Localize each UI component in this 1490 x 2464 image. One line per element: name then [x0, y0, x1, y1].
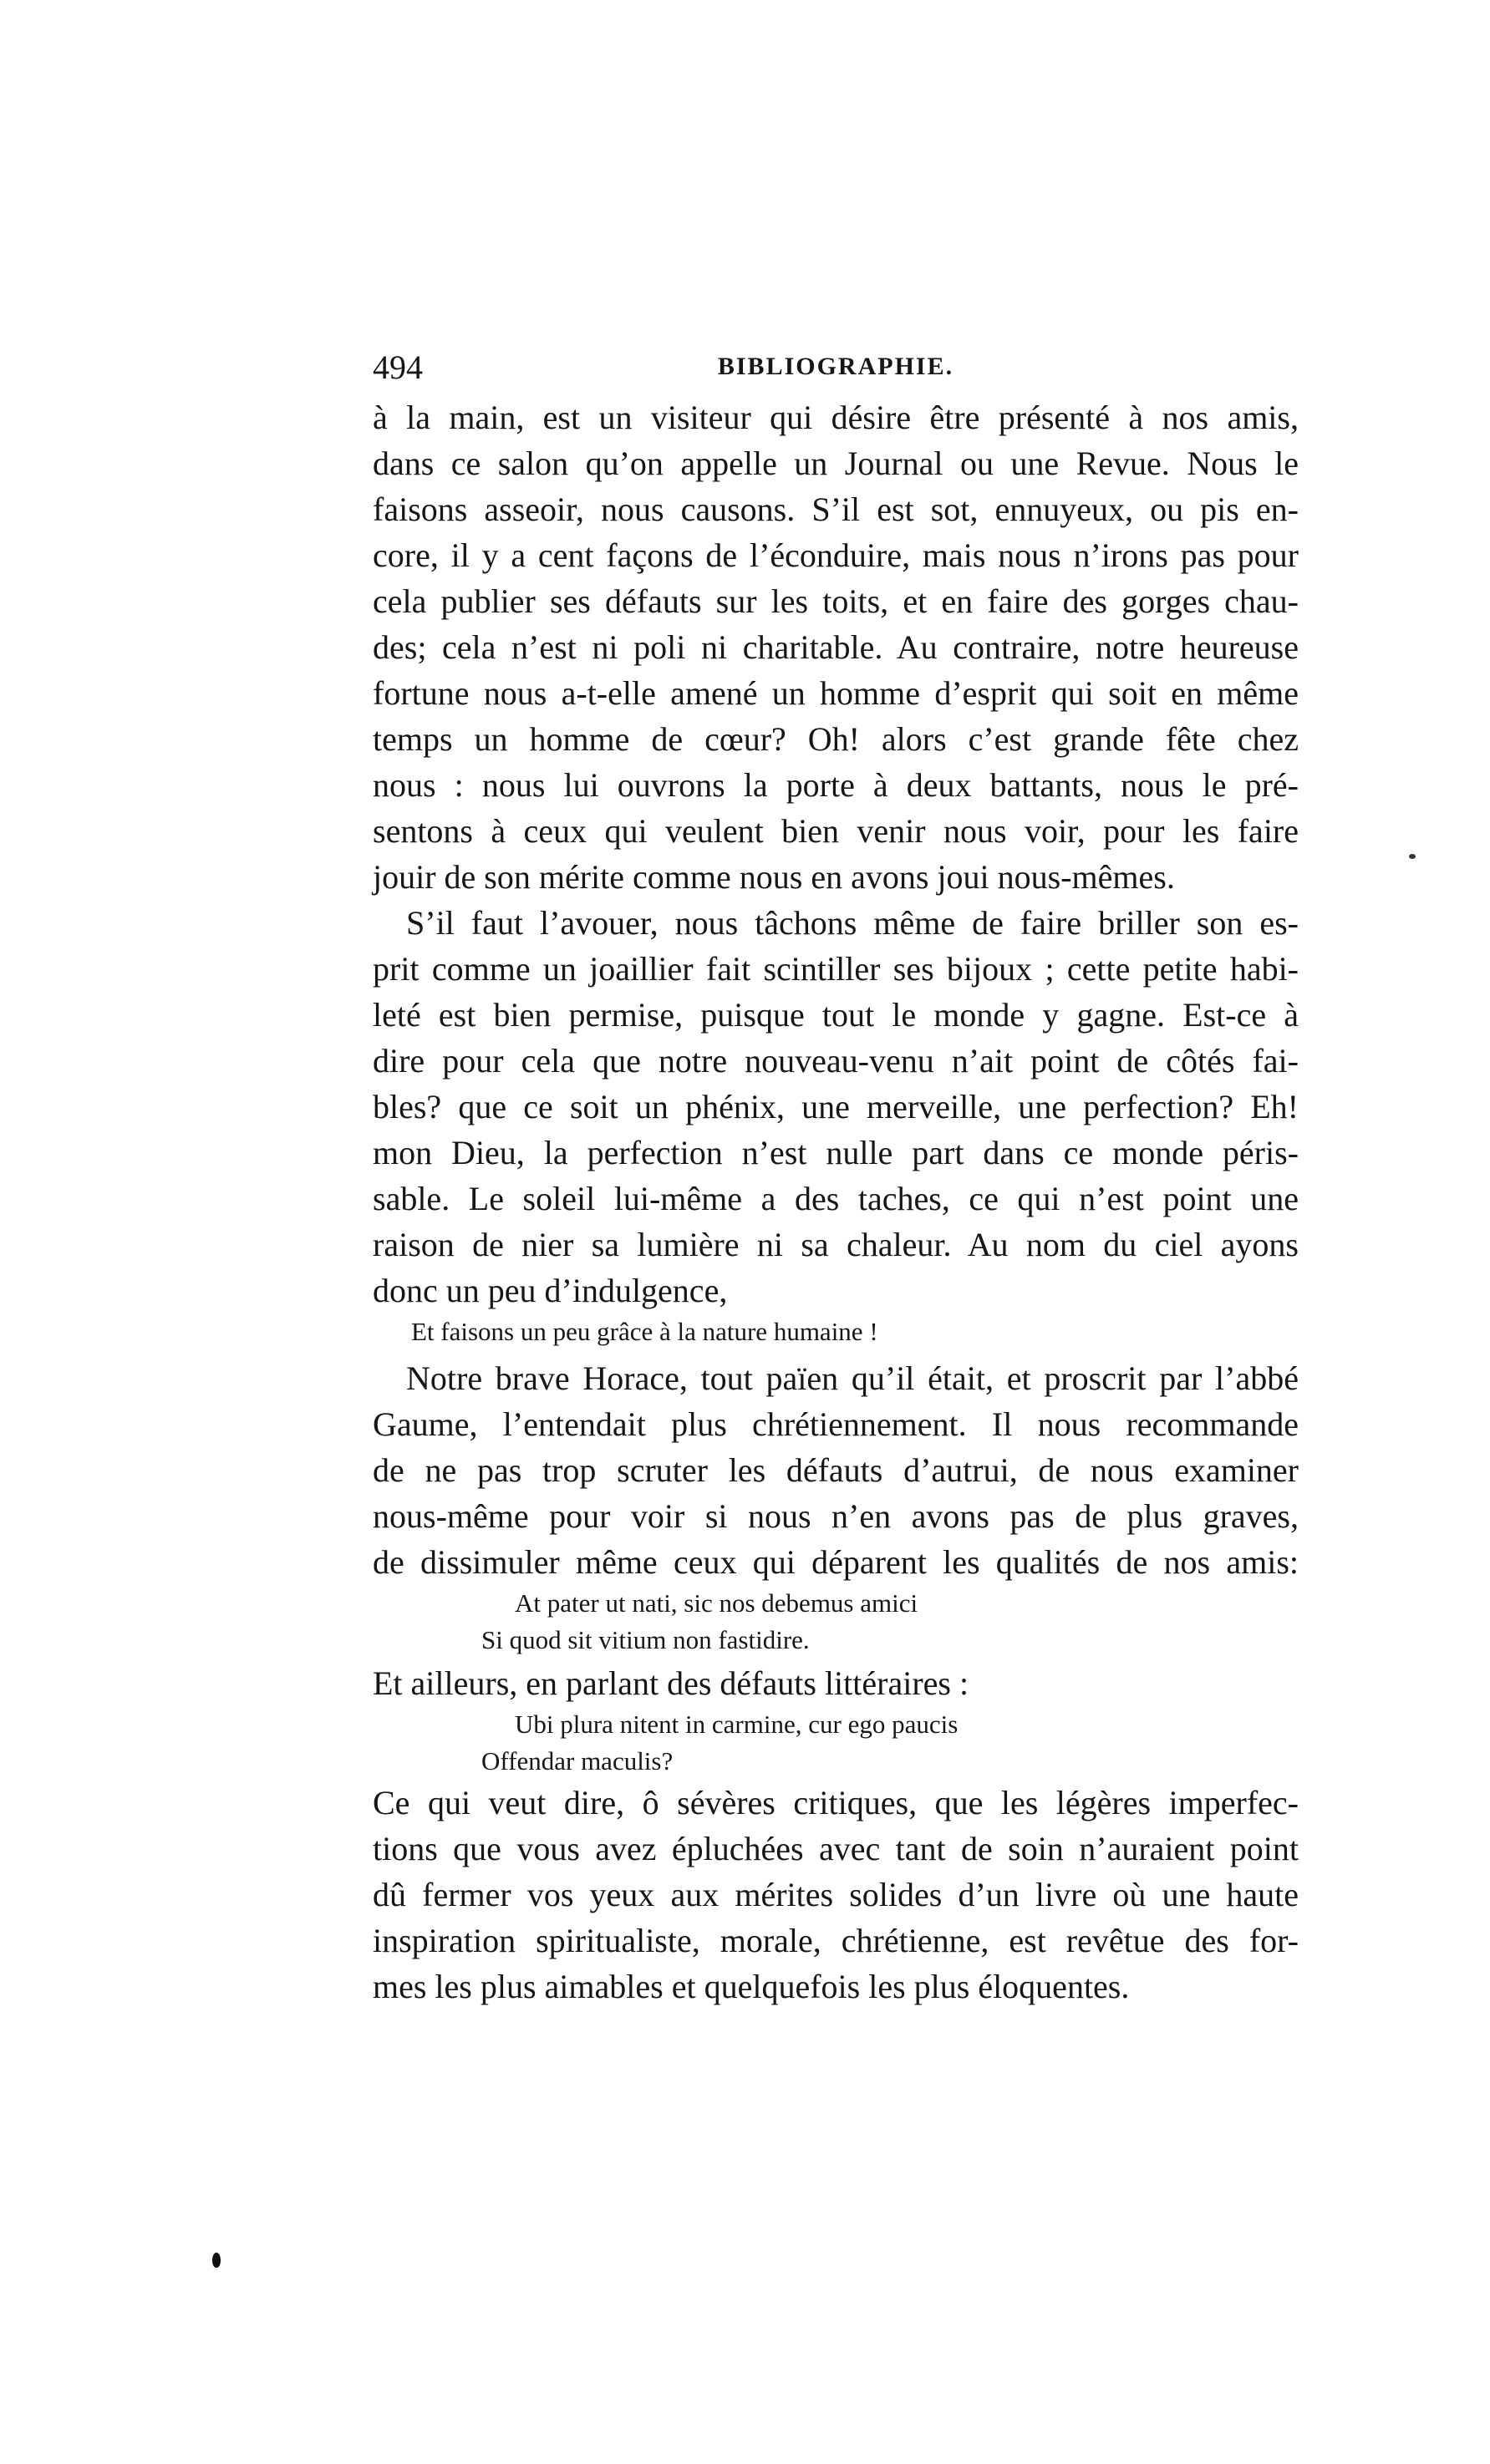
verse-line: Si quod sit vitium non fastidire.	[481, 1625, 810, 1654]
paragraph-4: Et ailleurs, en parlant des défauts littéraires :	[373, 1664, 969, 1702]
verse-quotation: Et faisons un peu grâce à la nature humaine !	[411, 1317, 878, 1346]
running-head: BIBLIOGRAPHIE.	[717, 353, 954, 380]
text-line: Ce qui veut dire, ô sévères critiques, que les légères imperfec-	[373, 1784, 1299, 1821]
text-line: nous-même pour voir si nous n’en avons pas de plus graves,	[373, 1497, 1299, 1535]
text-line: dû fermer vos yeux aux mérites solides d’un livre où une haute	[373, 1876, 1299, 1913]
text-line: de dissimuler même ceux qui déparent les qualités de nos amis:	[373, 1543, 1299, 1581]
text-line: jouir de son mérite comme nous en avons joui nous-mêmes.	[373, 858, 1175, 896]
text-line: mes les plus aimables et quelquefois les plus éloquentes.	[373, 1968, 1130, 2005]
text-line: Gaume, l’entendait plus chrétiennement. Il nous recommande	[373, 1405, 1299, 1443]
page-number: 494	[373, 348, 423, 386]
verse-line: Ubi plura nitent in carmine, cur ego paucis	[515, 1710, 959, 1739]
verse-line: At pater ut nati, sic nos debemus amici	[515, 1588, 918, 1618]
text-line: bles? que ce soit un phénix, une merveille, une perfection? Eh!	[373, 1088, 1299, 1125]
text-line: sentons à ceux qui veulent bien venir nous voir, pour les faire	[373, 812, 1299, 850]
ink-speck	[1409, 854, 1416, 859]
text-line: faisons asseoir, nous causons. S’il est sot, ennuyeux, ou pis en-	[373, 490, 1299, 528]
text-line: sable. Le soleil lui-même a des taches, ce qui n’est point une	[373, 1180, 1299, 1217]
text-line: tions que vous avez épluchées avec tant de soin n’auraient point	[373, 1830, 1299, 1867]
paragraph-2	[373, 900, 1299, 1313]
verse-block-horace-1	[373, 1585, 1299, 1659]
paragraph-1	[373, 394, 1299, 900]
text-line: prit comme un joaillier fait scintiller ses bijoux ; cette petite habi-	[373, 950, 1299, 988]
text-line: à la main, est un visiteur qui désire être présenté à nos amis,	[373, 399, 1299, 436]
text-line: mon Dieu, la perfection n’est nulle part dans ce monde péris-	[373, 1134, 1299, 1171]
text-line: de ne pas trop scruter les défauts d’autrui, de nous examiner	[373, 1451, 1299, 1489]
verse-line: Offendar maculis?	[481, 1746, 674, 1776]
text-line: Notre brave Horace, tout païen qu’il était, et proscrit par l’abbé	[406, 1359, 1299, 1397]
body-text	[373, 394, 1299, 2009]
text-line: fortune nous a-t-elle amené un homme d’esprit qui soit en même	[373, 674, 1299, 712]
text-line: core, il y a cent façons de l’éconduire, mais nous n’irons pas pour	[373, 536, 1299, 574]
text-line: cela publier ses défauts sur les toits, et en faire des gorges chau-	[373, 582, 1299, 620]
text-line: temps un homme de cœur? Oh! alors c’est grande fête chez	[373, 720, 1299, 758]
text-line: dans ce salon qu’on appelle un Journal ou une Revue. Nous le	[373, 445, 1299, 482]
text-line: dire pour cela que notre nouveau-venu n’ait point de côtés fai-	[373, 1042, 1299, 1080]
text-line: des; cela n’est ni poli ni charitable. Au contraire, notre heureuse	[373, 628, 1299, 666]
text-line: leté est bien permise, puisque tout le monde y gagne. Est-ce à	[373, 996, 1299, 1034]
text-line: nous : nous lui ouvrons la porte à deux battants, nous le pré-	[373, 766, 1299, 804]
paragraph-5	[373, 1780, 1299, 2009]
ink-blot	[212, 2253, 221, 2268]
text-line: raison de nier sa lumière ni sa chaleur. Au nom du ciel ayons	[373, 1226, 1299, 1263]
text-line: S’il faut l’avouer, nous tâchons même de faire briller son es-	[406, 904, 1299, 942]
text-line: donc un peu d’indulgence,	[373, 1272, 728, 1309]
page-header	[373, 348, 1299, 398]
verse-block-horace-2	[373, 1706, 1299, 1780]
text-line: inspiration spiritualiste, morale, chrétienne, est revêtue des for-	[373, 1922, 1299, 1959]
paragraph-3	[373, 1355, 1299, 1585]
